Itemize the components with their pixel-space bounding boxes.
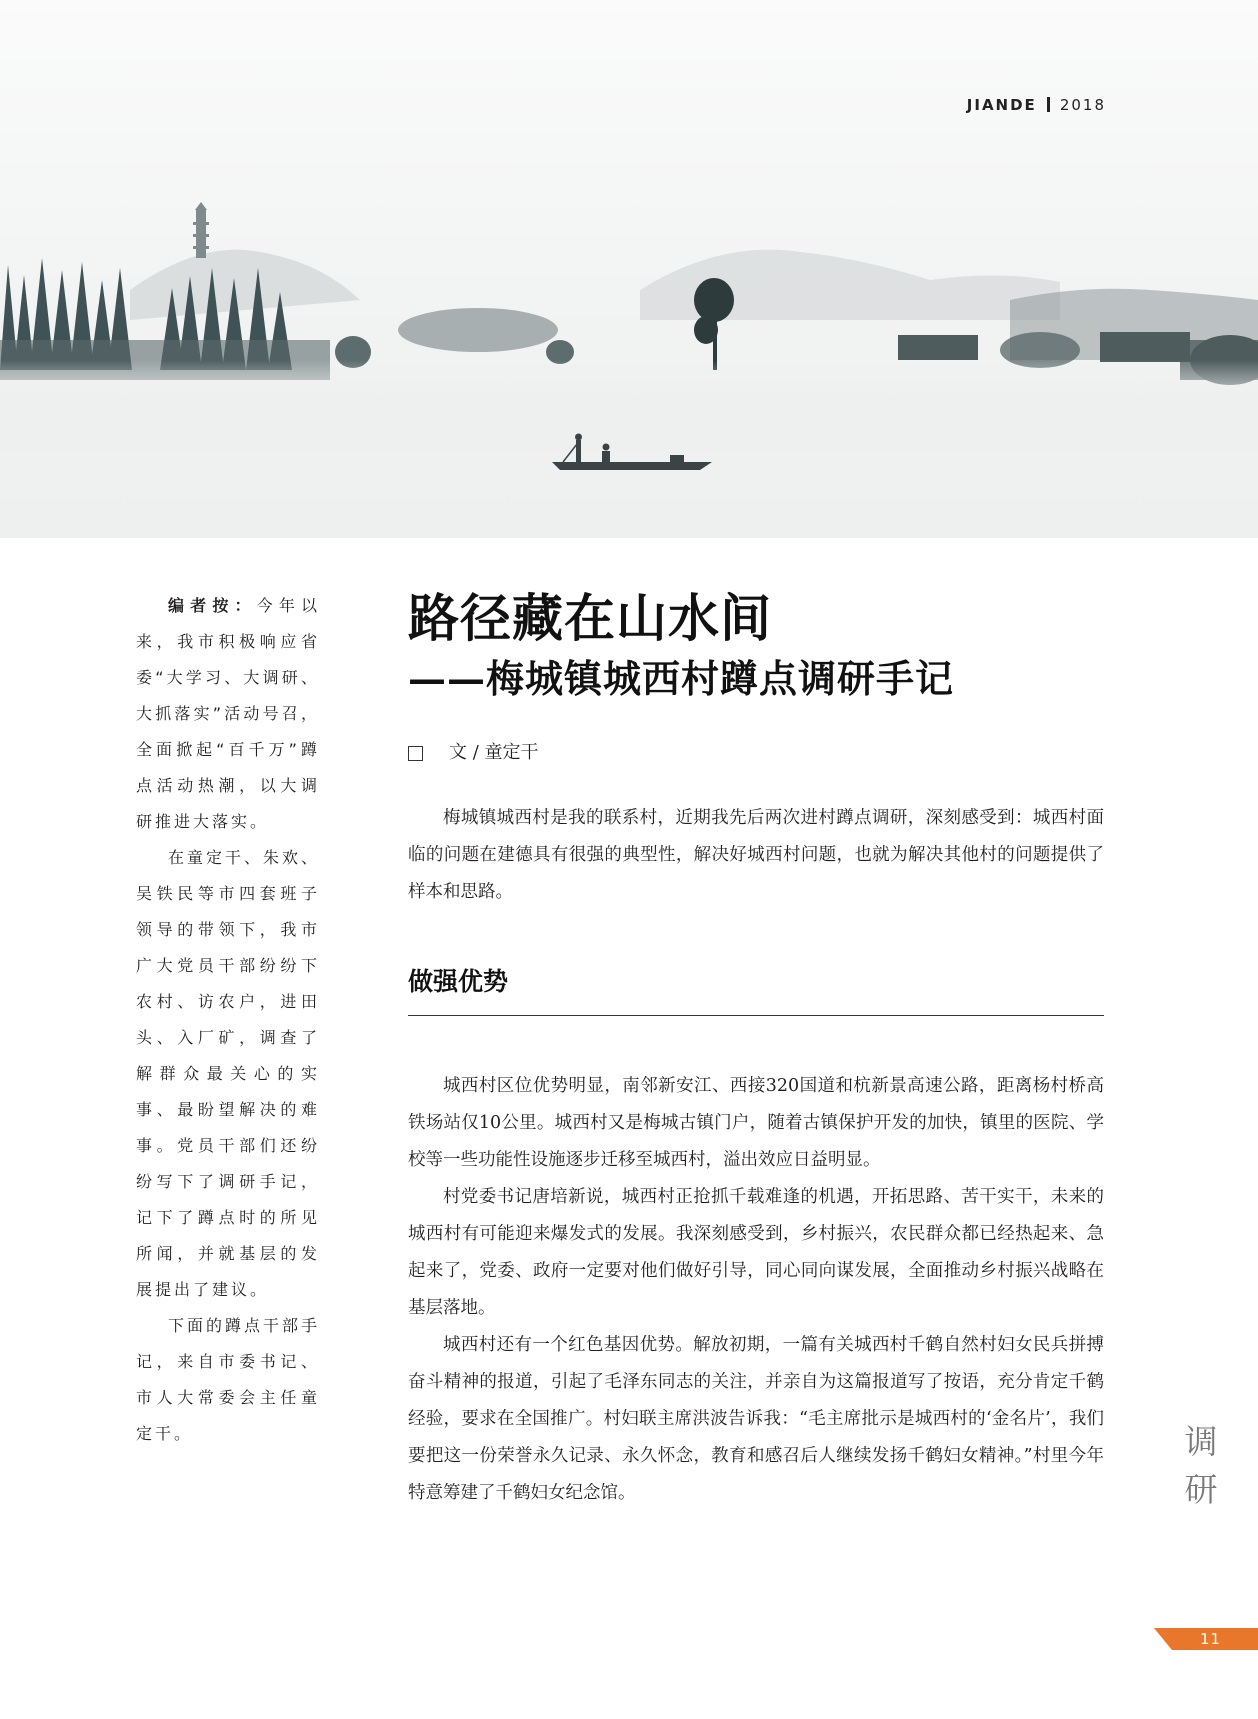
body-paragraph: 城西村区位优势明显，南邻新安江、西接320国道和杭新景高速公路，距离杨村桥高铁场站仅10公里。城西村又是梅城古镇门户，随着古镇保护开发的加快，镇里的医院、学校等一些功能性设施逐步迁移至城西村，溢出效应日益明显。	[408, 1076, 1104, 1170]
magazine-brand	[967, 96, 1106, 114]
article-title: 路径藏在山水间	[408, 590, 773, 649]
section-body	[408, 1068, 1104, 1512]
byline-text: 文 / 童定干	[449, 742, 539, 763]
editor-note-paragraph-2: 在童定干、朱欢、吴铁民等市四套班子领导的带领下，我市广大党员干部纷纷下农村、访农户，进田头、入厂矿，调查了解群众最关心的实事、最盼望解决的难事。党员干部们还纷纷写下了调研手记，记下了蹲点时的所见所闻，并就基层的发展提出了建议。	[136, 848, 321, 1299]
section-heading: 做强优势	[408, 967, 509, 996]
article	[408, 588, 1104, 1512]
section-tab	[1183, 1418, 1219, 1514]
hero-landscape-photo	[0, 0, 1258, 538]
section-divider	[408, 1015, 1104, 1016]
page-number-badge	[1154, 1628, 1258, 1650]
editor-note-text-1: 今年以来，我市积极响应省委“大学习、大调研、大抓落实”活动号召，全面掀起“百千万”蹲点活动热潮，以大调研推进大落实。	[136, 596, 320, 831]
intro-paragraph: 梅城镇城西村是我的联系村，近期我先后两次进村蹲点调研，深刻感受到：城西村面临的问题在建德具有很强的典型性，解决好城西村问题，也就为解决其他村的问题提供了样本和思路。	[408, 808, 1104, 902]
body-paragraph: 村党委书记唐培新说，城西村正抢抓千载难逢的机遇，开拓思路、苦干实干，未来的城西村有可能迎来爆发式的发展。我深刻感受到，乡村振兴，农民群众都已经热起来、急起来了，党委、政府一定要对他们做好引导，同心同向谋发展，全面推动乡村振兴战略在基层落地。	[408, 1187, 1104, 1318]
brand-divider	[1047, 97, 1050, 112]
editor-note-lead: 编者按：	[168, 596, 257, 615]
byline	[408, 740, 1104, 766]
byline-box-icon	[408, 746, 423, 761]
body-paragraph: 城西村还有一个红色基因优势。解放初期，一篇有关城西村千鹤自然村妇女民兵拼搏奋斗精神的报道，引起了毛泽东同志的关注，并亲自为这篇报道写了按语，充分肯定千鹤经验，要求在全国推广。村妇联主席洪波告诉我：“毛主席批示是城西村的‘金名片’，我们要把这一份荣誉永久记录、永久怀念，教育和感召后人继续发扬千鹤妇女精神。”村里今年特意筹建了千鹤妇女纪念馆。	[408, 1335, 1104, 1503]
brand-year: 2018	[1059, 96, 1106, 114]
section-tab-char: 调	[1184, 1422, 1218, 1461]
editor-note	[136, 588, 320, 1452]
section-tab-char: 研	[1184, 1470, 1218, 1509]
page-number: 11	[1200, 1630, 1222, 1648]
editor-note-paragraph-3: 下面的蹲点干部手记，来自市委书记、市人大常委会主任童定干。	[136, 1316, 321, 1443]
article-intro	[408, 800, 1104, 911]
brand-name: JIANDE	[966, 96, 1037, 114]
article-subtitle: ——梅城镇城西村蹲点调研手记	[408, 656, 955, 701]
editor-note-paragraph-1	[136, 588, 320, 840]
